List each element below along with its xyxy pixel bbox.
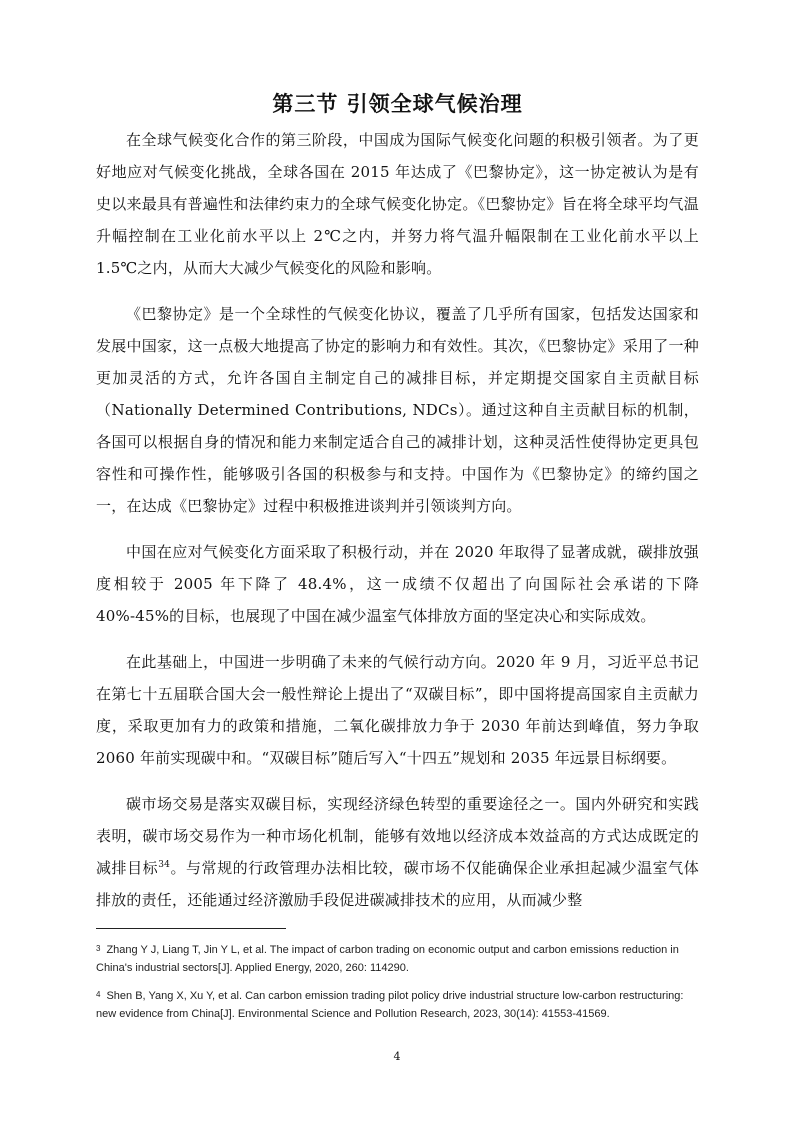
paragraph-5-text-a: 碳市场交易是落实双碳目标，实现经济绿色转型的重要途径之一。国内外研究和实践表明，碳市场交易作为一种市场化机制，能够有效地以经济成本效益高的方式达成既定的减排目标 <box>96 795 699 877</box>
footnote-ref[interactable]: 34 <box>158 860 171 870</box>
paragraph-2: 《巴黎协定》是一个全球性的气候变化协议，覆盖了几乎所有国家，包括发达国家和发展中国家，这一点极大地提高了协定的影响力和有效性。其次，《巴黎协定》采用了一种更加灵活的方式，允许各国自主制定自己的减排目标，并定期提交国家自主贡献目标（Nationally Determined Contributions, NDCs）。通过这种自主贡献目标的机制，各国可以根据自身的情况和能力来制定适合自己的减排计划，这种灵活性使得协定更具包容性和可操作性，能够吸引各国的积极参与和支持。中国作为《巴黎协定》的缔约国之一，在达成《巴黎协定》过程中积极推进谈判并引领谈判方向。 <box>96 305 699 515</box>
paragraph-3: 中国在应对气候变化方面采取了积极行动，并在 2020 年取得了显著成就，碳排放强度相较于 2005 年下降了 48.4%，这一成绩不仅超出了向国际社会承诺的下降 40%-45%的目标，也展现了中国在减少温室气体排放方面的坚定决心和实际成效。 <box>96 543 699 625</box>
paragraph-5-text-b: 。与常规的行政管理办法相比较，碳市场不仅能确保企业承担起减少温室气体排放的责任，还能通过经济激励手段促进碳减排技术的应用，从而减少整 <box>96 859 699 909</box>
paragraph-1: 在全球气候变化合作的第三阶段，中国成为国际气候变化问题的积极引领者。为了更好地应对气候变化挑战，全球各国在 2015 年达成了《巴黎协定》，这一协定被认为是有史以来最具有普遍性和法律约束力的全球气候变化协定。《巴黎协定》旨在将全球平均气温升幅控制在工业化前水平以上 2℃之内，并努力将气温升幅限制在工业化前水平以上 1.5℃之内，从而大大减少气候变化的风险和影响。 <box>96 131 699 277</box>
section-title: 第三节 引领全球气候治理 <box>272 92 523 116</box>
page-number: 4 <box>393 1050 401 1063</box>
footnote-4-text: Shen B, Yang X, Xu Y, et al. Can carbon emission trading pilot policy drive industrial structure low-carbon restructuring: new evidence from China[J]. Environmental Science and Pollution Research, 2023, 30(14): 41553-41569. <box>96 990 684 1020</box>
footnote-3-text: Zhang Y J, Liang T, Jin Y L, et al. The impact of carbon trading on economic output and carbon emissions reduction in China's industrial sectors[J]. Applied Energy, 2020, 260: 114290. <box>96 944 679 974</box>
footnote-3 <box>96 940 699 977</box>
paragraph-4: 在此基础上，中国进一步明确了未来的气候行动方向。2020 年 9 月，习近平总书记在第七十五届联合国大会一般性辩论上提出了“双碳目标”，即中国将提高国家自主贡献力度，采取更加有力的政策和措施，二氧化碳排放力争于 2030 年前达到峰值，努力争取 2060 年前实现碳中和。“双碳目标”随后写入“十四五”规划和 2035 年远景目标纲要。 <box>96 653 699 767</box>
footnote-4-mark: 4 <box>96 990 101 999</box>
footnote-3-mark: 3 <box>96 944 101 953</box>
paragraph-5 <box>96 788 699 916</box>
page-body <box>96 88 699 930</box>
footnote-4 <box>96 986 699 1023</box>
footnote-divider <box>96 928 286 929</box>
